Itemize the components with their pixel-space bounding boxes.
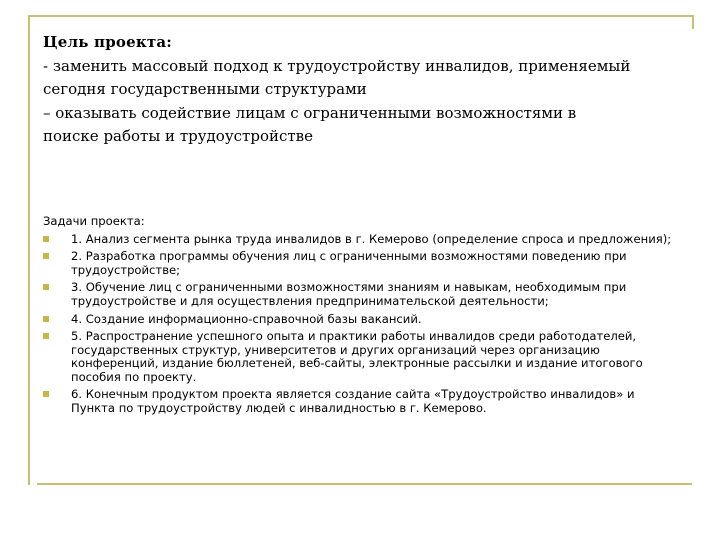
goal-section [43, 31, 693, 149]
task-text: 5. Распространение успешного опыта и практики работы инвалидов среди работодателей, государственных структур, университетов и других организаций через организацию конференций, издание бюллетеней, веб-сайты, электронные рассылки и издание итогового пособия по проекту. [71, 329, 643, 384]
square-bullet-icon [43, 391, 49, 397]
goal-line: – оказывать содействие лицам с ограниченными возможностями в [43, 103, 577, 122]
tasks-list [43, 233, 673, 416]
goal-line: сегодня государственными структурами [43, 80, 367, 98]
task-text: 1. Анализ сегмента рынка труда инвалидов в г. Кемерово (определение спроса и предложения); [71, 231, 672, 246]
goal-line: - заменить массовый подход к трудоустройству инвалидов, применяемый [43, 56, 631, 75]
task-item [43, 313, 673, 327]
square-bullet-icon [43, 333, 49, 339]
tasks-section [43, 215, 673, 420]
goal-title: Цель проекта: [43, 33, 173, 51]
square-bullet-icon [43, 284, 49, 290]
tasks-title: Задачи проекта: [43, 214, 145, 228]
square-bullet-icon [43, 236, 49, 242]
task-text: 4. Создание информационно-справочной базы вакансий. [71, 311, 422, 326]
task-item [43, 250, 673, 277]
task-text: 3. Обучение лиц с ограниченными возможностями знаниям и навыкам, необходимым при трудоустройстве и для осуществления предпринимательской деятельности; [71, 280, 627, 308]
frame-left-border [28, 15, 30, 485]
task-text: 6. Конечным продуктом проекта является создание сайта «Трудоустройство инвалидов» и Пункта по трудоустройству людей с инвалидностью в г. Кемерово. [71, 387, 635, 415]
frame-right-border [692, 15, 694, 29]
task-item [43, 233, 673, 247]
square-bullet-icon [43, 316, 49, 322]
frame-bottom-border [37, 483, 692, 485]
frame-top-border [28, 15, 694, 17]
square-bullet-icon [43, 253, 49, 259]
goal-line: поиске работы и трудоустройстве [43, 127, 313, 145]
task-text: 2. Разработка программы обучения лиц с ограниченными возможностями поведению при трудоустройстве; [71, 249, 627, 277]
task-item [43, 330, 673, 384]
task-item [43, 388, 673, 415]
task-item [43, 281, 673, 308]
